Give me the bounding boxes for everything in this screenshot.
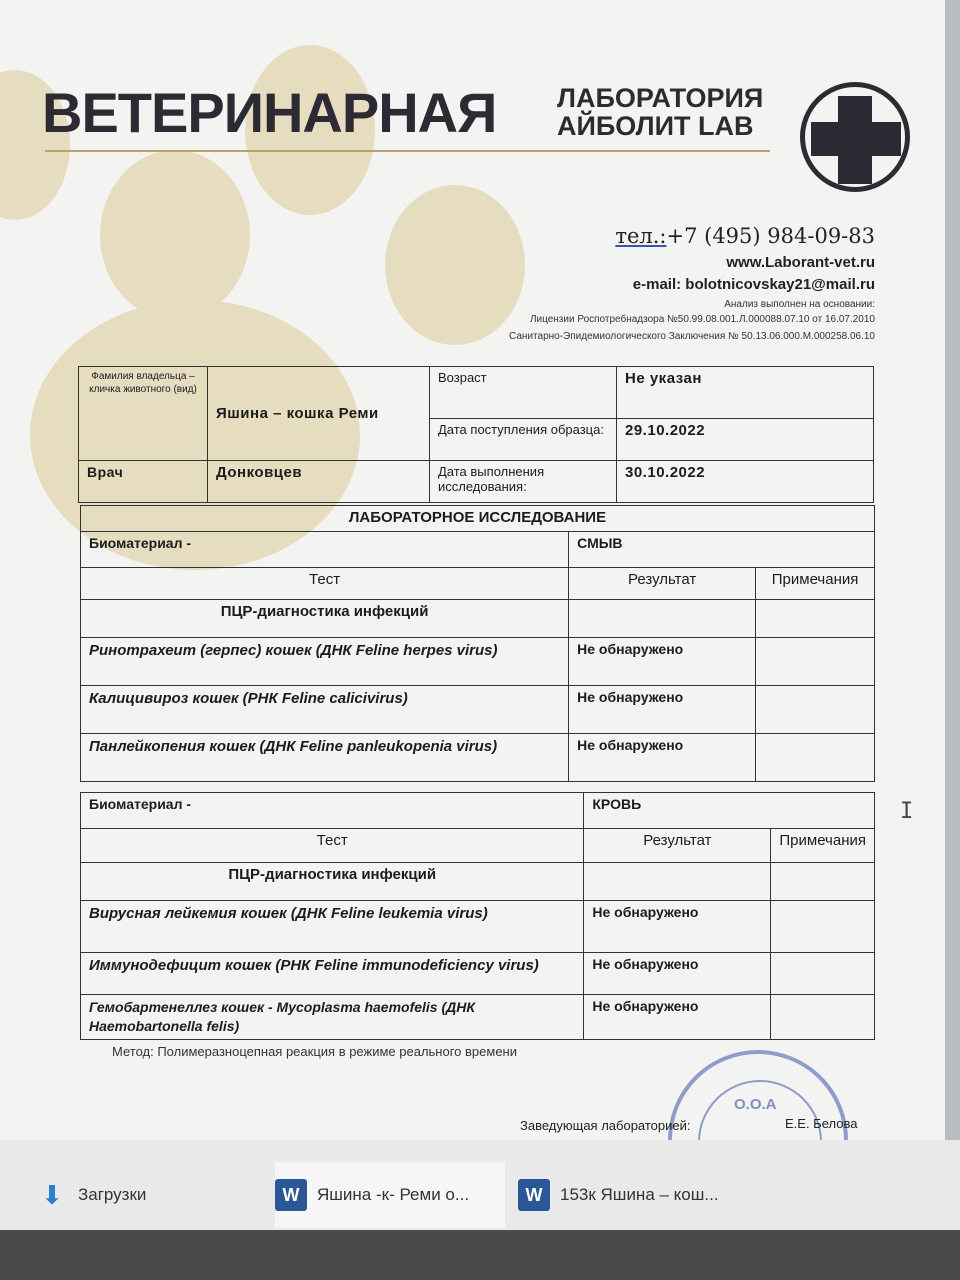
screen-edge <box>945 0 960 1140</box>
test-result: Не обнаружено <box>569 734 756 782</box>
received-label: Дата поступления образца: <box>430 419 617 461</box>
test-result: Не обнаружено <box>569 686 756 734</box>
biomaterial-value: СМЫВ <box>569 532 875 568</box>
age-label: Возраст <box>430 367 617 419</box>
paw-toe-decoration <box>385 185 525 345</box>
results-table-blood <box>80 792 875 1040</box>
col-notes: Примечания <box>756 568 875 600</box>
test-name: Иммунодефицит кошек (РНК Feline immunodeficiency virus) <box>81 953 584 995</box>
test-result: Не обнаружено <box>569 638 756 686</box>
biomaterial-label: Биоматериал - <box>81 793 584 829</box>
test-result: Не обнаружено <box>584 995 771 1040</box>
note-cell <box>756 600 875 638</box>
brand-underline <box>45 150 770 152</box>
text-cursor-icon: I <box>900 799 914 824</box>
website: www.Laborant-vet.ru <box>726 254 875 271</box>
word-icon: W <box>518 1179 550 1211</box>
brand-line-1: ЛАБОРАТОРИЯ <box>557 83 764 113</box>
taskbar-doc1-label: Яшина -к- Реми о... <box>317 1185 470 1204</box>
test-name: Вирусная лейкемия кошек (ДНК Feline leukemia virus) <box>81 901 584 953</box>
done-value: 30.10.2022 <box>617 461 874 503</box>
cross-icon-bar <box>811 122 901 156</box>
test-name: Гемобартенеллез кошек - Mycoplasma haemofelis (ДНК Haemobartonella felis) <box>81 995 584 1040</box>
brand-line-2: АЙБОЛИТ LAB <box>557 111 754 141</box>
col-result: Результат <box>584 829 771 863</box>
license-note: Лицензии Роспотребнадзора №50.99.08.001.Л.000088.07.10 от 16.07.2010 <box>529 314 875 325</box>
basis-note: Анализ выполнен на основании: <box>724 299 875 310</box>
doctor-label: Врач <box>79 461 208 503</box>
sanitary-note: Санитарно-Эпидемиологического Заключения № 50.13.06.000.М.000258.06.10 <box>509 331 875 342</box>
taskbar-doc2-label: 153к Яшина – кош... <box>560 1185 719 1204</box>
stamp-text: О.О.А <box>734 1096 777 1113</box>
biomaterial-value: КРОВЬ <box>584 793 875 829</box>
method-note: Метод: Полимеразноцепная реакция в режиме реального времени <box>112 1044 517 1059</box>
test-result: Не обнаружено <box>584 953 771 995</box>
taskbar-downloads-label: Загрузки <box>78 1185 147 1204</box>
test-note <box>771 995 875 1040</box>
brand-title: ВЕТЕРИНАРНАЯ <box>42 81 497 144</box>
results-table-swab <box>80 505 875 782</box>
test-note <box>756 734 875 782</box>
test-note <box>771 953 875 995</box>
result-cell <box>584 863 771 901</box>
col-notes: Примечания <box>771 829 875 863</box>
study-title: ЛАБОРАТОРНОЕ ИССЛЕДОВАНИЕ <box>81 506 875 532</box>
received-value: 29.10.2022 <box>617 419 874 461</box>
patient-info-table <box>78 366 874 503</box>
test-note <box>771 901 875 953</box>
phone-prefix: тел.: <box>615 224 667 248</box>
test-note <box>756 638 875 686</box>
taskbar-word-document-2[interactable] <box>518 1162 758 1228</box>
monitor-bezel <box>0 1230 960 1280</box>
paw-pad-decoration <box>100 150 250 320</box>
phone-number: +7 (495) 984-09-83 <box>666 224 875 248</box>
col-result: Результат <box>569 568 756 600</box>
done-label: Дата выполнения исследования: <box>430 461 617 503</box>
download-arrow-icon: ⬇ <box>41 1179 63 1210</box>
owner-label: Фамилия владельца – кличка животного (вид) <box>79 367 208 461</box>
note-cell <box>771 863 875 901</box>
test-name: Панлейкопения кошек (ДНК Feline panleukopenia virus) <box>81 734 569 782</box>
test-note <box>756 686 875 734</box>
signature-label: Заведующая лабораторией: <box>520 1118 691 1133</box>
taskbar-downloads[interactable] <box>36 1162 246 1228</box>
section-title: ПЦР-диагностика инфекций <box>81 600 569 638</box>
owner-value: Яшина – кошка Реми <box>208 367 430 461</box>
age-value: Не указан <box>617 367 874 419</box>
taskbar-word-document-1[interactable] <box>275 1162 505 1228</box>
signature-name: Е.Е. Белова <box>785 1116 858 1131</box>
email: e-mail: bolotnicovskay21@mail.ru <box>632 276 875 293</box>
word-icon: W <box>275 1179 307 1211</box>
brand-subtitle <box>557 84 763 140</box>
col-test: Тест <box>81 829 584 863</box>
test-result: Не обнаружено <box>584 901 771 953</box>
col-test: Тест <box>81 568 569 600</box>
section-title: ПЦР-диагностика инфекций <box>81 863 584 901</box>
biomaterial-label: Биоматериал - <box>81 532 569 568</box>
phone <box>615 224 875 248</box>
test-name: Ринотрахеит (герпес) кошек (ДНК Feline herpes virus) <box>81 638 569 686</box>
doctor-value: Донковцев <box>208 461 430 503</box>
test-name: Калицивироз кошек (РНК Feline calicivirus) <box>81 686 569 734</box>
result-cell <box>569 600 756 638</box>
